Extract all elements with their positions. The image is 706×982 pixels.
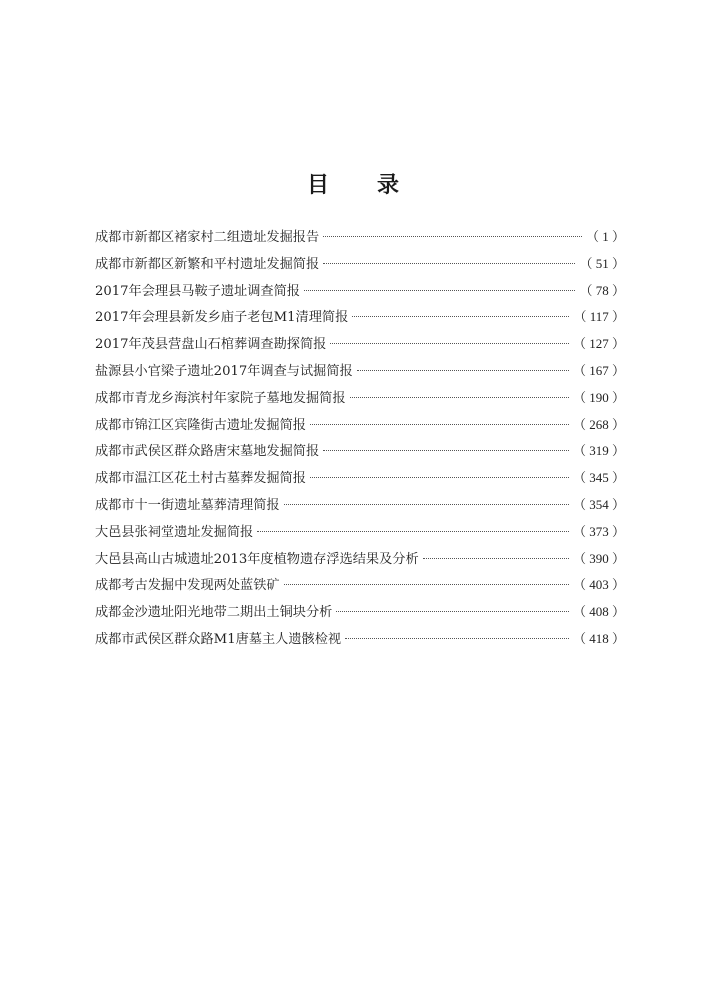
- toc-page-number: （ 418 ）: [572, 630, 625, 646]
- toc-entry[interactable]: [95, 304, 625, 331]
- dot-leader: [330, 343, 569, 344]
- toc-entry-title: 成都市锦江区宾隆街古遗址发掘简报: [95, 417, 306, 433]
- toc-entry[interactable]: [95, 599, 625, 626]
- toc-page-number: （ 268 ）: [572, 416, 625, 432]
- toc-entry[interactable]: [95, 492, 625, 519]
- toc-entry[interactable]: [95, 278, 625, 305]
- dot-leader: [350, 397, 569, 398]
- dot-leader: [357, 370, 569, 371]
- toc-page-number: （ 1 ）: [585, 229, 625, 244]
- toc-page-number: （ 354 ）: [572, 496, 625, 512]
- toc-entry-title: 成都市武侯区群众路M1唐墓主人遗骸检视: [95, 631, 342, 647]
- toc-entry-title: 大邑县张祠堂遗址发掘简报: [95, 524, 254, 540]
- dot-leader: [323, 263, 575, 264]
- toc-entry[interactable]: [95, 385, 625, 412]
- toc-page-number: （ 403 ）: [572, 577, 625, 593]
- dot-leader: [310, 424, 569, 425]
- toc-entry[interactable]: [95, 626, 625, 653]
- dot-leader: [336, 611, 569, 612]
- dot-leader: [323, 236, 582, 237]
- dot-leader: [423, 558, 569, 559]
- toc-page-number: （ 167 ）: [572, 362, 625, 378]
- toc-page-number: （ 127 ）: [572, 336, 625, 352]
- toc-page-number: （ 190 ）: [572, 389, 625, 405]
- toc-entry[interactable]: [95, 251, 625, 278]
- toc-entry[interactable]: [95, 358, 625, 385]
- toc-entry-title: 2017年会理县新发乡庙子老包M1清理简报: [95, 310, 349, 326]
- dot-leader: [284, 584, 569, 585]
- toc-entry-title: 成都市十一街遗址墓葬清理简报: [95, 497, 280, 513]
- toc-entry[interactable]: [95, 465, 625, 492]
- toc-page-number: （ 51 ）: [579, 255, 625, 271]
- toc-entry[interactable]: [95, 546, 625, 573]
- toc-entry-title: 成都市新都区新繁和平村遗址发掘简报: [95, 256, 320, 272]
- dot-leader: [257, 531, 569, 532]
- toc-entry-title: 盐源县小官梁子遗址2017年调查与试掘简报: [95, 363, 353, 379]
- toc-entry[interactable]: [95, 519, 625, 546]
- table-of-contents: [95, 224, 625, 653]
- dot-leader: [304, 290, 575, 291]
- dot-leader: [345, 638, 569, 639]
- dot-leader: [323, 450, 569, 451]
- dot-leader: [352, 316, 569, 317]
- toc-page-number: （ 390 ）: [572, 550, 625, 566]
- toc-entry-title: 大邑县高山古城遗址2013年度植物遗存浮选结果及分析: [95, 551, 419, 567]
- toc-entry-title: 成都市武侯区群众路唐宋墓地发掘简报: [95, 444, 320, 460]
- dot-leader: [310, 477, 569, 478]
- toc-entry[interactable]: [95, 331, 625, 358]
- toc-entry-title: 2017年会理县马鞍子遗址调查简报: [95, 283, 300, 299]
- toc-heading: 目录: [306, 172, 447, 198]
- dot-leader: [284, 504, 569, 505]
- toc-entry-title: 成都金沙遗址阳光地带二期出土铜块分析: [95, 605, 333, 621]
- toc-entry-title: 2017年茂县营盘山石棺葬调查勘探简报: [95, 337, 327, 353]
- toc-entry-title: 成都市新都区褚家村二组遗址发掘报告: [95, 230, 320, 245]
- toc-entry[interactable]: [95, 438, 625, 465]
- toc-entry-title: 成都考古发掘中发现两处蓝铁矿: [95, 578, 280, 594]
- toc-page-number: （ 408 ）: [572, 604, 625, 620]
- toc-entry-title: 成都市温江区花土村古墓葬发掘简报: [95, 471, 306, 487]
- toc-page-number: （ 345 ）: [572, 470, 625, 486]
- toc-entry[interactable]: [95, 224, 625, 251]
- toc-entry-title: 成都市青龙乡海滨村年家院子墓地发掘简报: [95, 390, 346, 406]
- toc-entry[interactable]: [95, 572, 625, 599]
- toc-entry[interactable]: [95, 412, 625, 439]
- toc-page-number: （ 78 ）: [579, 282, 625, 298]
- toc-page-number: （ 117 ）: [573, 309, 625, 325]
- toc-page-number: （ 319 ）: [572, 443, 625, 459]
- toc-page-number: （ 373 ）: [572, 523, 625, 539]
